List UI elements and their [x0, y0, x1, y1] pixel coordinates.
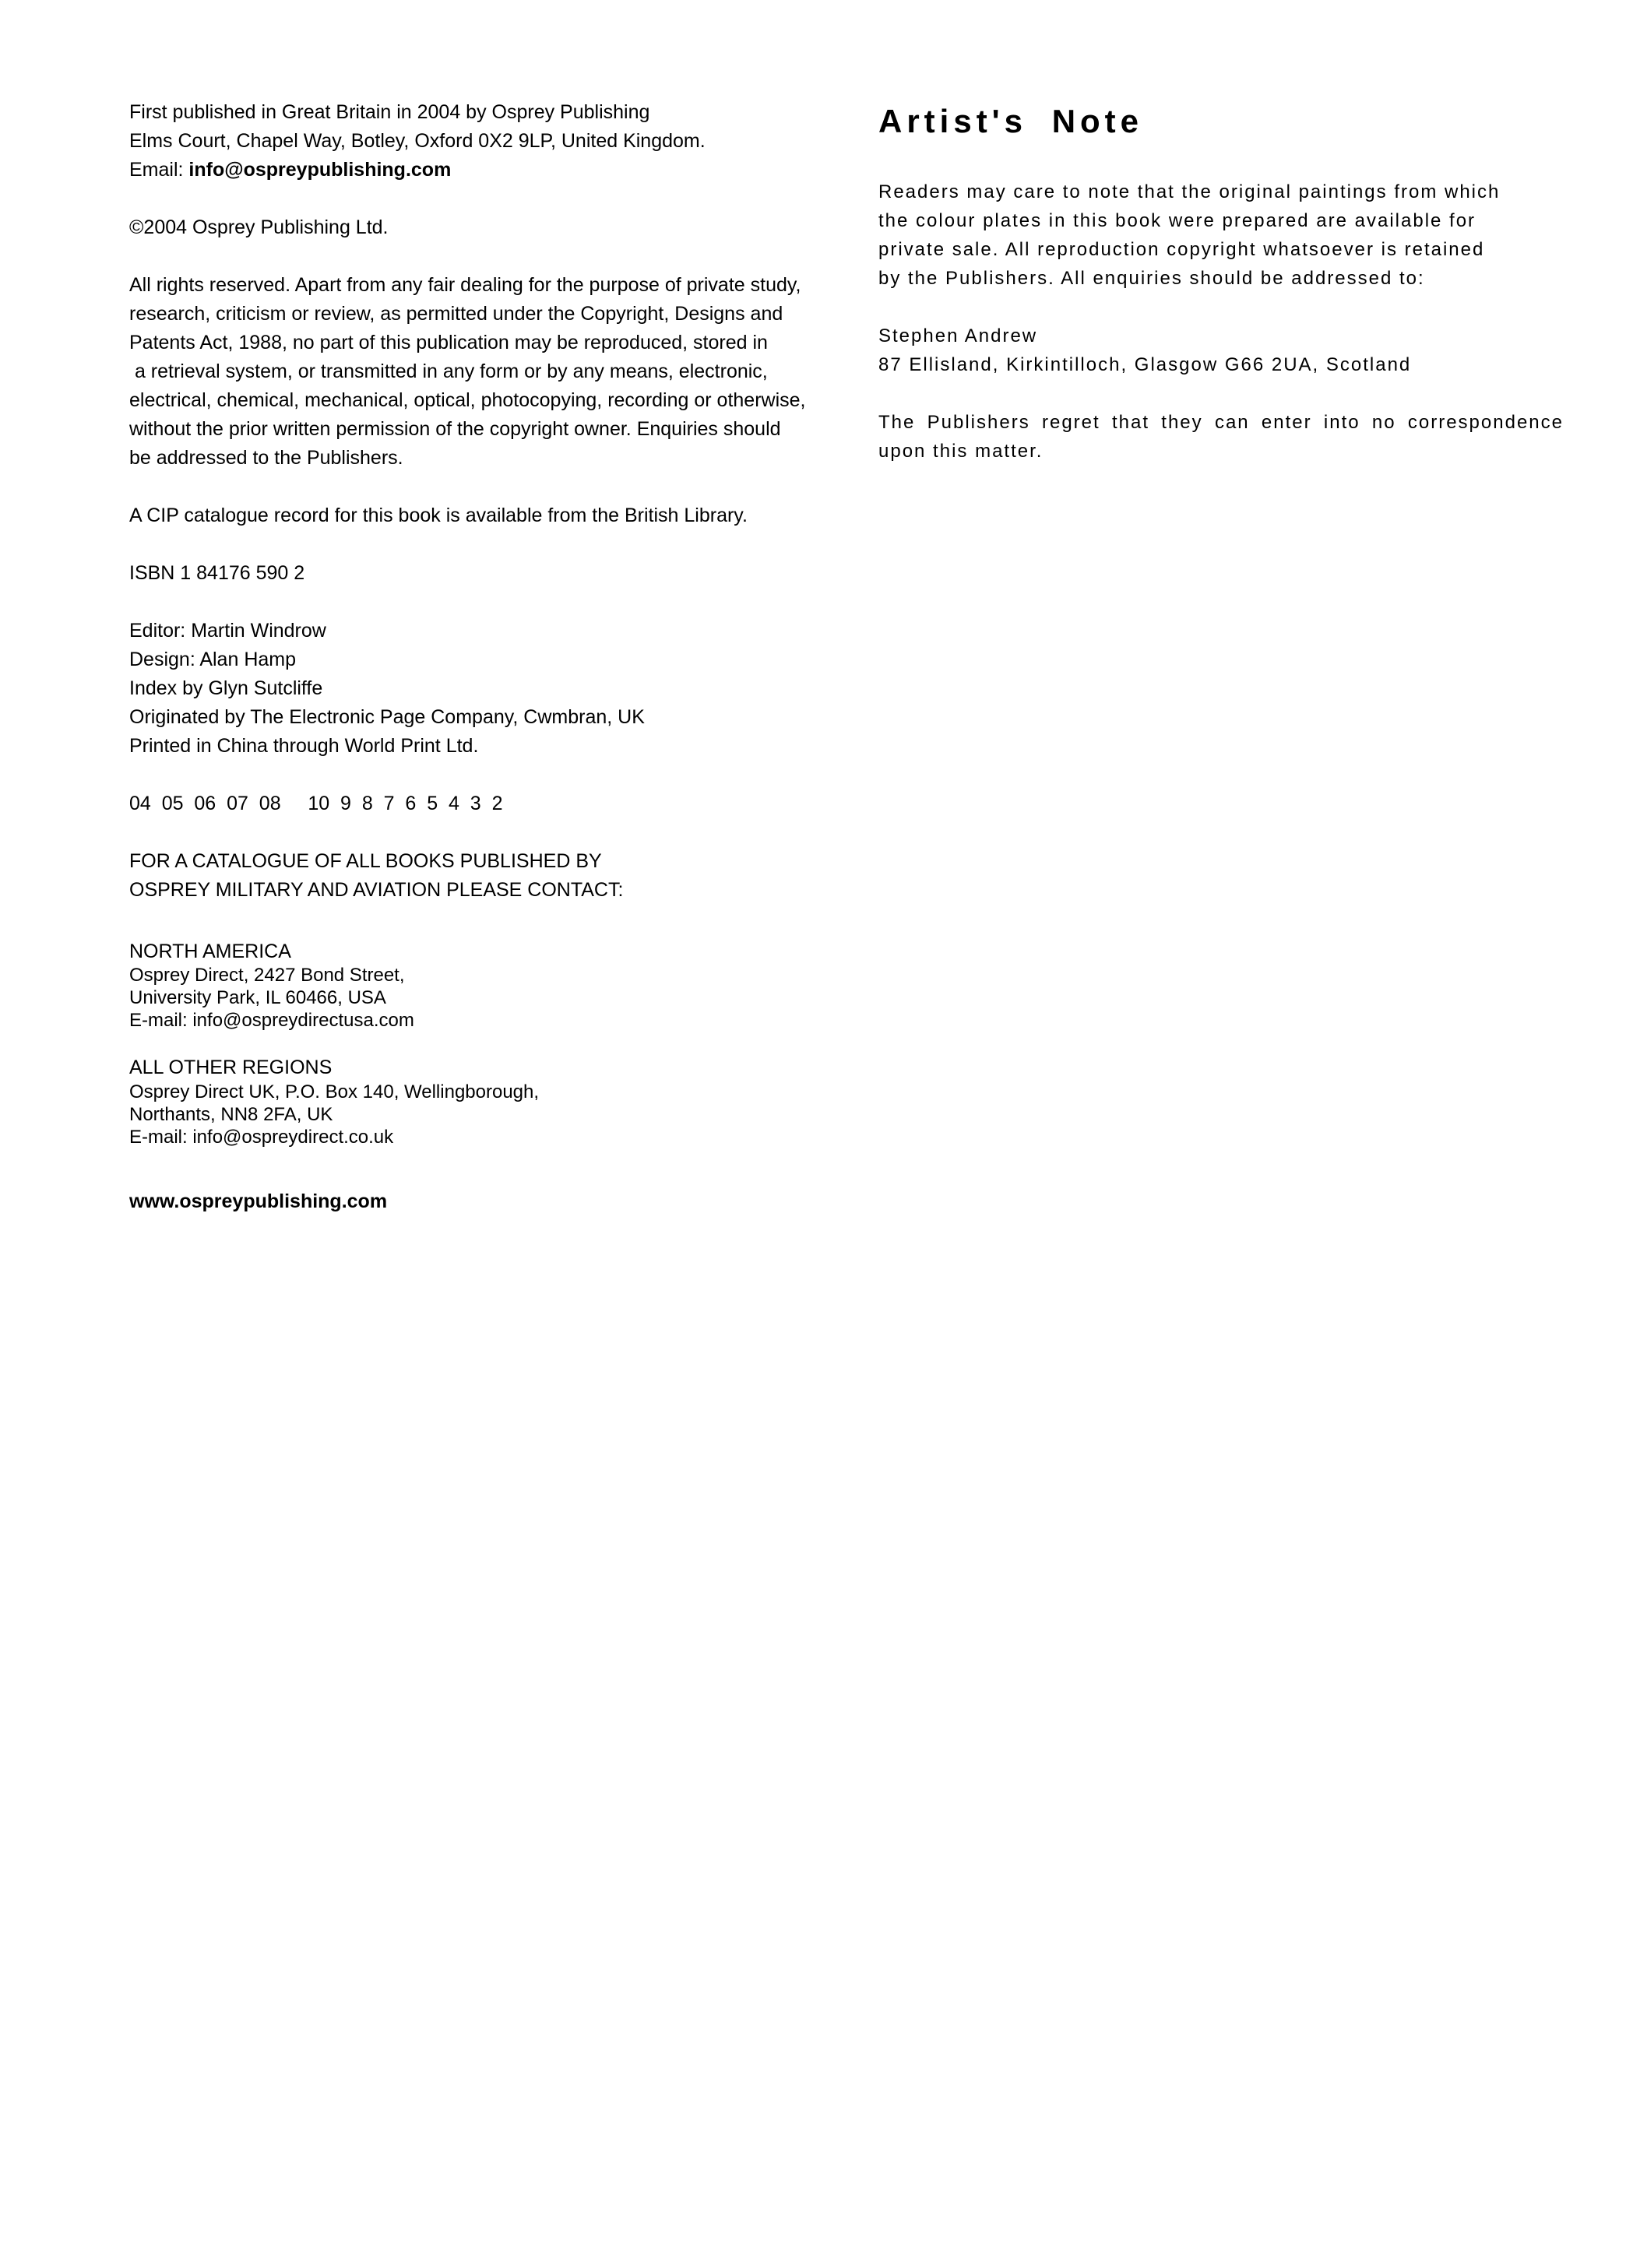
address-line: University Park, IL 60466, USA [129, 987, 386, 1008]
credit-origination: Originated by The Electronic Page Company, Cwmbran, UK [129, 706, 645, 728]
catalogue-heading [129, 847, 846, 905]
rights-line: Patents Act, 1988, no part of this publication may be reproduced, stored in [129, 332, 768, 353]
email-label: Email: [129, 159, 189, 181]
publisher-line-1: First published in Great Britain in 2004 by Osprey Publishing [129, 101, 650, 123]
rights-line: All rights reserved. Apart from any fair dealing for the purpose of private study, [129, 274, 801, 296]
rights-line: without the prior written permission of the copyright owner. Enquiries should [129, 418, 781, 440]
catalogue-heading-line: FOR A CATALOGUE OF ALL BOOKS PUBLISHED BY [129, 850, 602, 872]
credits-list [129, 617, 846, 761]
rights-line: electrical, chemical, mechanical, optical, photocopying, recording or otherwise, [129, 389, 806, 411]
publisher-line-2: Elms Court, Chapel Way, Botley, Oxford 0X2 9LP, United Kingdom. [129, 130, 706, 152]
credit-printing: Printed in China through World Print Ltd. [129, 735, 479, 757]
isbn: ISBN 1 84176 590 2 [129, 562, 305, 584]
catalogue-heading-line: OSPREY MILITARY AND AVIATION PLEASE CONTACT: [129, 879, 624, 901]
address-line: Northants, NN8 2FA, UK [129, 1104, 333, 1125]
rights-line: be addressed to the Publishers. [129, 447, 403, 469]
region-heading: NORTH AMERICA [129, 941, 291, 962]
rights-line: a retrieval system, or transmitted in any form or by any means, electronic, [129, 360, 768, 382]
regret-line: upon this matter. [878, 441, 1044, 462]
other-regions-contact [129, 1054, 846, 1148]
publisher-email [129, 156, 846, 185]
credit-index: Index by Glyn Sutcliffe [129, 677, 323, 699]
credit-editor: Editor: Martin Windrow [129, 620, 326, 642]
regret-paragraph [878, 408, 1564, 466]
print-line: 04 05 06 07 08 10 9 8 7 6 5 4 3 2 [129, 793, 503, 814]
email-line[interactable]: E-mail: info@ospreydirect.co.uk [129, 1127, 394, 1148]
note-line: the colour plates in this book were prepared are available for [878, 210, 1476, 231]
north-america-contact [129, 939, 846, 1032]
regret-line: The Publishers regret that they can enter into no correspondence [878, 412, 1564, 433]
address-line: Osprey Direct UK, P.O. Box 140, Wellingborough, [129, 1081, 540, 1102]
note-line: private sale. All reproduction copyright whatsoever is retained [878, 239, 1485, 260]
artist-address: 87 Ellisland, Kirkintilloch, Glasgow G66 2UA, Scotland [878, 354, 1412, 375]
rights-line: research, criticism or review, as permitted under the Copyright, Designs and [129, 303, 783, 325]
address-line: Osprey Direct, 2427 Bond Street, [129, 965, 405, 986]
email-line[interactable]: E-mail: info@ospreydirectusa.com [129, 1010, 414, 1031]
artists-note-paragraph [878, 178, 1564, 293]
publisher-block [129, 98, 846, 185]
rights-paragraph [129, 271, 846, 473]
note-line: Readers may care to note that the original paintings from which [878, 181, 1501, 202]
artist-contact [878, 322, 1564, 379]
artist-name: Stephen Andrew [878, 325, 1038, 346]
artists-note-title: Artist's Note [878, 103, 1144, 139]
email-link[interactable]: info@ospreypublishing.com [188, 159, 452, 181]
artists-note-column [878, 98, 1564, 494]
credit-design: Design: Alan Hamp [129, 649, 297, 670]
region-heading: ALL OTHER REGIONS [129, 1057, 333, 1078]
note-line: by the Publishers. All enquiries should be addressed to: [878, 268, 1425, 289]
website-link[interactable]: www.ospreypublishing.com [129, 1190, 388, 1212]
copyright-notice: ©2004 Osprey Publishing Ltd. [129, 216, 389, 238]
imprint-column [129, 98, 846, 1216]
cip-statement: A CIP catalogue record for this book is available from the British Library. [129, 505, 748, 526]
